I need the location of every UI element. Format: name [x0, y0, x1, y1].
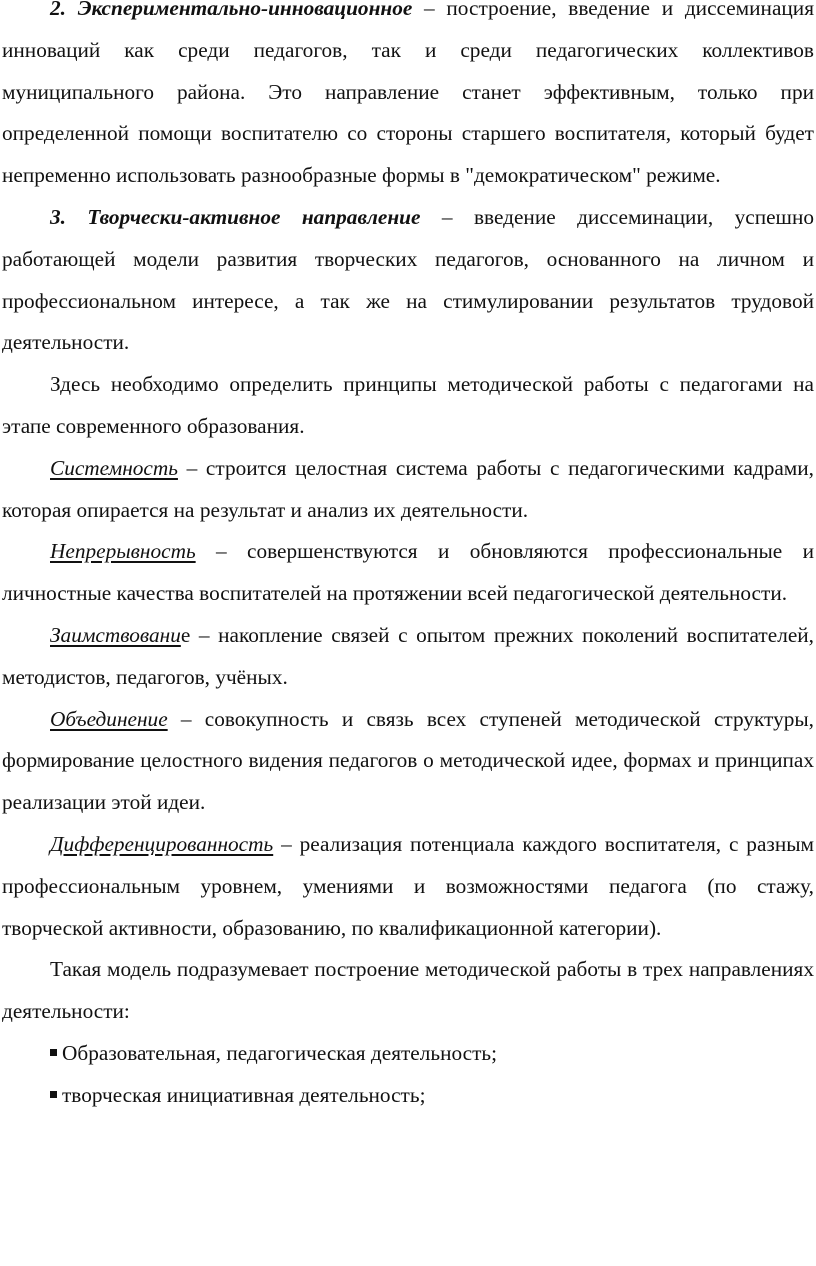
- paragraph-unification: [2, 699, 814, 824]
- paragraph-text: – построение, введение и диссеминация инноваций как среди педагогов, так и среди педагогических коллективов муниципального района. Это направление станет эффективным, только при определенной помощи воспитателю со стороны старшего воспитателя, который будет непременно использовать разнообразные формы в "демократическом" режиме.: [2, 0, 814, 188]
- paragraph-text: – строится целостная система работы с педагогическими кадрами, которая опирается на результат и анализ их деятельности.: [2, 455, 814, 522]
- list-item-text: Образовательная, педагогическая деятельность;: [62, 1040, 498, 1065]
- term-differentiation: Дифференцированность: [50, 831, 274, 856]
- term-experimental-innovative: 2. Экспериментально-инновационное: [50, 0, 413, 20]
- paragraph-text: – совокупность и связь всех ступеней методической структуры, формирование целостного видения педагогов о методической идее, формах и принципах реализации этой идеи.: [2, 706, 814, 815]
- paragraph-text: Здесь необходимо определить принципы методической работы с педагогами на этапе современного образования.: [2, 372, 814, 438]
- list-item: [2, 1033, 814, 1075]
- paragraph-systematicity: [2, 448, 814, 532]
- paragraph-text: е – накопление связей с опытом прежних поколений воспитателей, методистов, педагогов, учёных.: [2, 622, 814, 689]
- paragraph-text: – реализация потенциала каждого воспитателя, с разным профессиональным уровнем, умениями и возможностями педагога (по стажу, творческой активности, образованию, по квалификационной категории).: [2, 831, 814, 940]
- square-bullet-icon: [50, 1091, 57, 1098]
- term-creative-active: 3. Творчески-активное направление: [50, 204, 421, 229]
- paragraph-experimental-innovative: [2, 0, 814, 197]
- term-unification: Объединение: [50, 706, 168, 731]
- paragraph-model-directions: [2, 949, 814, 1033]
- paragraph-text: Такая модель подразумевает построение методической работы в трех направлениях деятельности:: [2, 957, 814, 1024]
- paragraph-borrowing: [2, 615, 814, 699]
- list-item-text: творческая инициативная деятельность;: [62, 1082, 426, 1107]
- term-systematicity: Системность: [50, 455, 178, 480]
- list-item: [2, 1075, 814, 1117]
- term-continuity: Непрерывность: [50, 539, 196, 564]
- paragraph-creative-active: [2, 197, 814, 364]
- paragraph-text: – совершенствуются и обновляются профессиональные и личностные качества воспитателей на протяжении всей педагогической деятельности.: [2, 539, 814, 606]
- square-bullet-icon: [50, 1049, 57, 1056]
- paragraph-text: – введение диссеминации, успешно работающей модели развития творческих педагогов, основанного на личном и профессиональном интересе, а так же на стимулировании результатов трудовой деятельности.: [2, 204, 814, 355]
- paragraph-differentiation: [2, 824, 814, 949]
- paragraph-continuity: [2, 531, 814, 615]
- paragraph-principles-intro: [2, 364, 814, 448]
- term-borrowing: Заимствовани: [50, 622, 181, 647]
